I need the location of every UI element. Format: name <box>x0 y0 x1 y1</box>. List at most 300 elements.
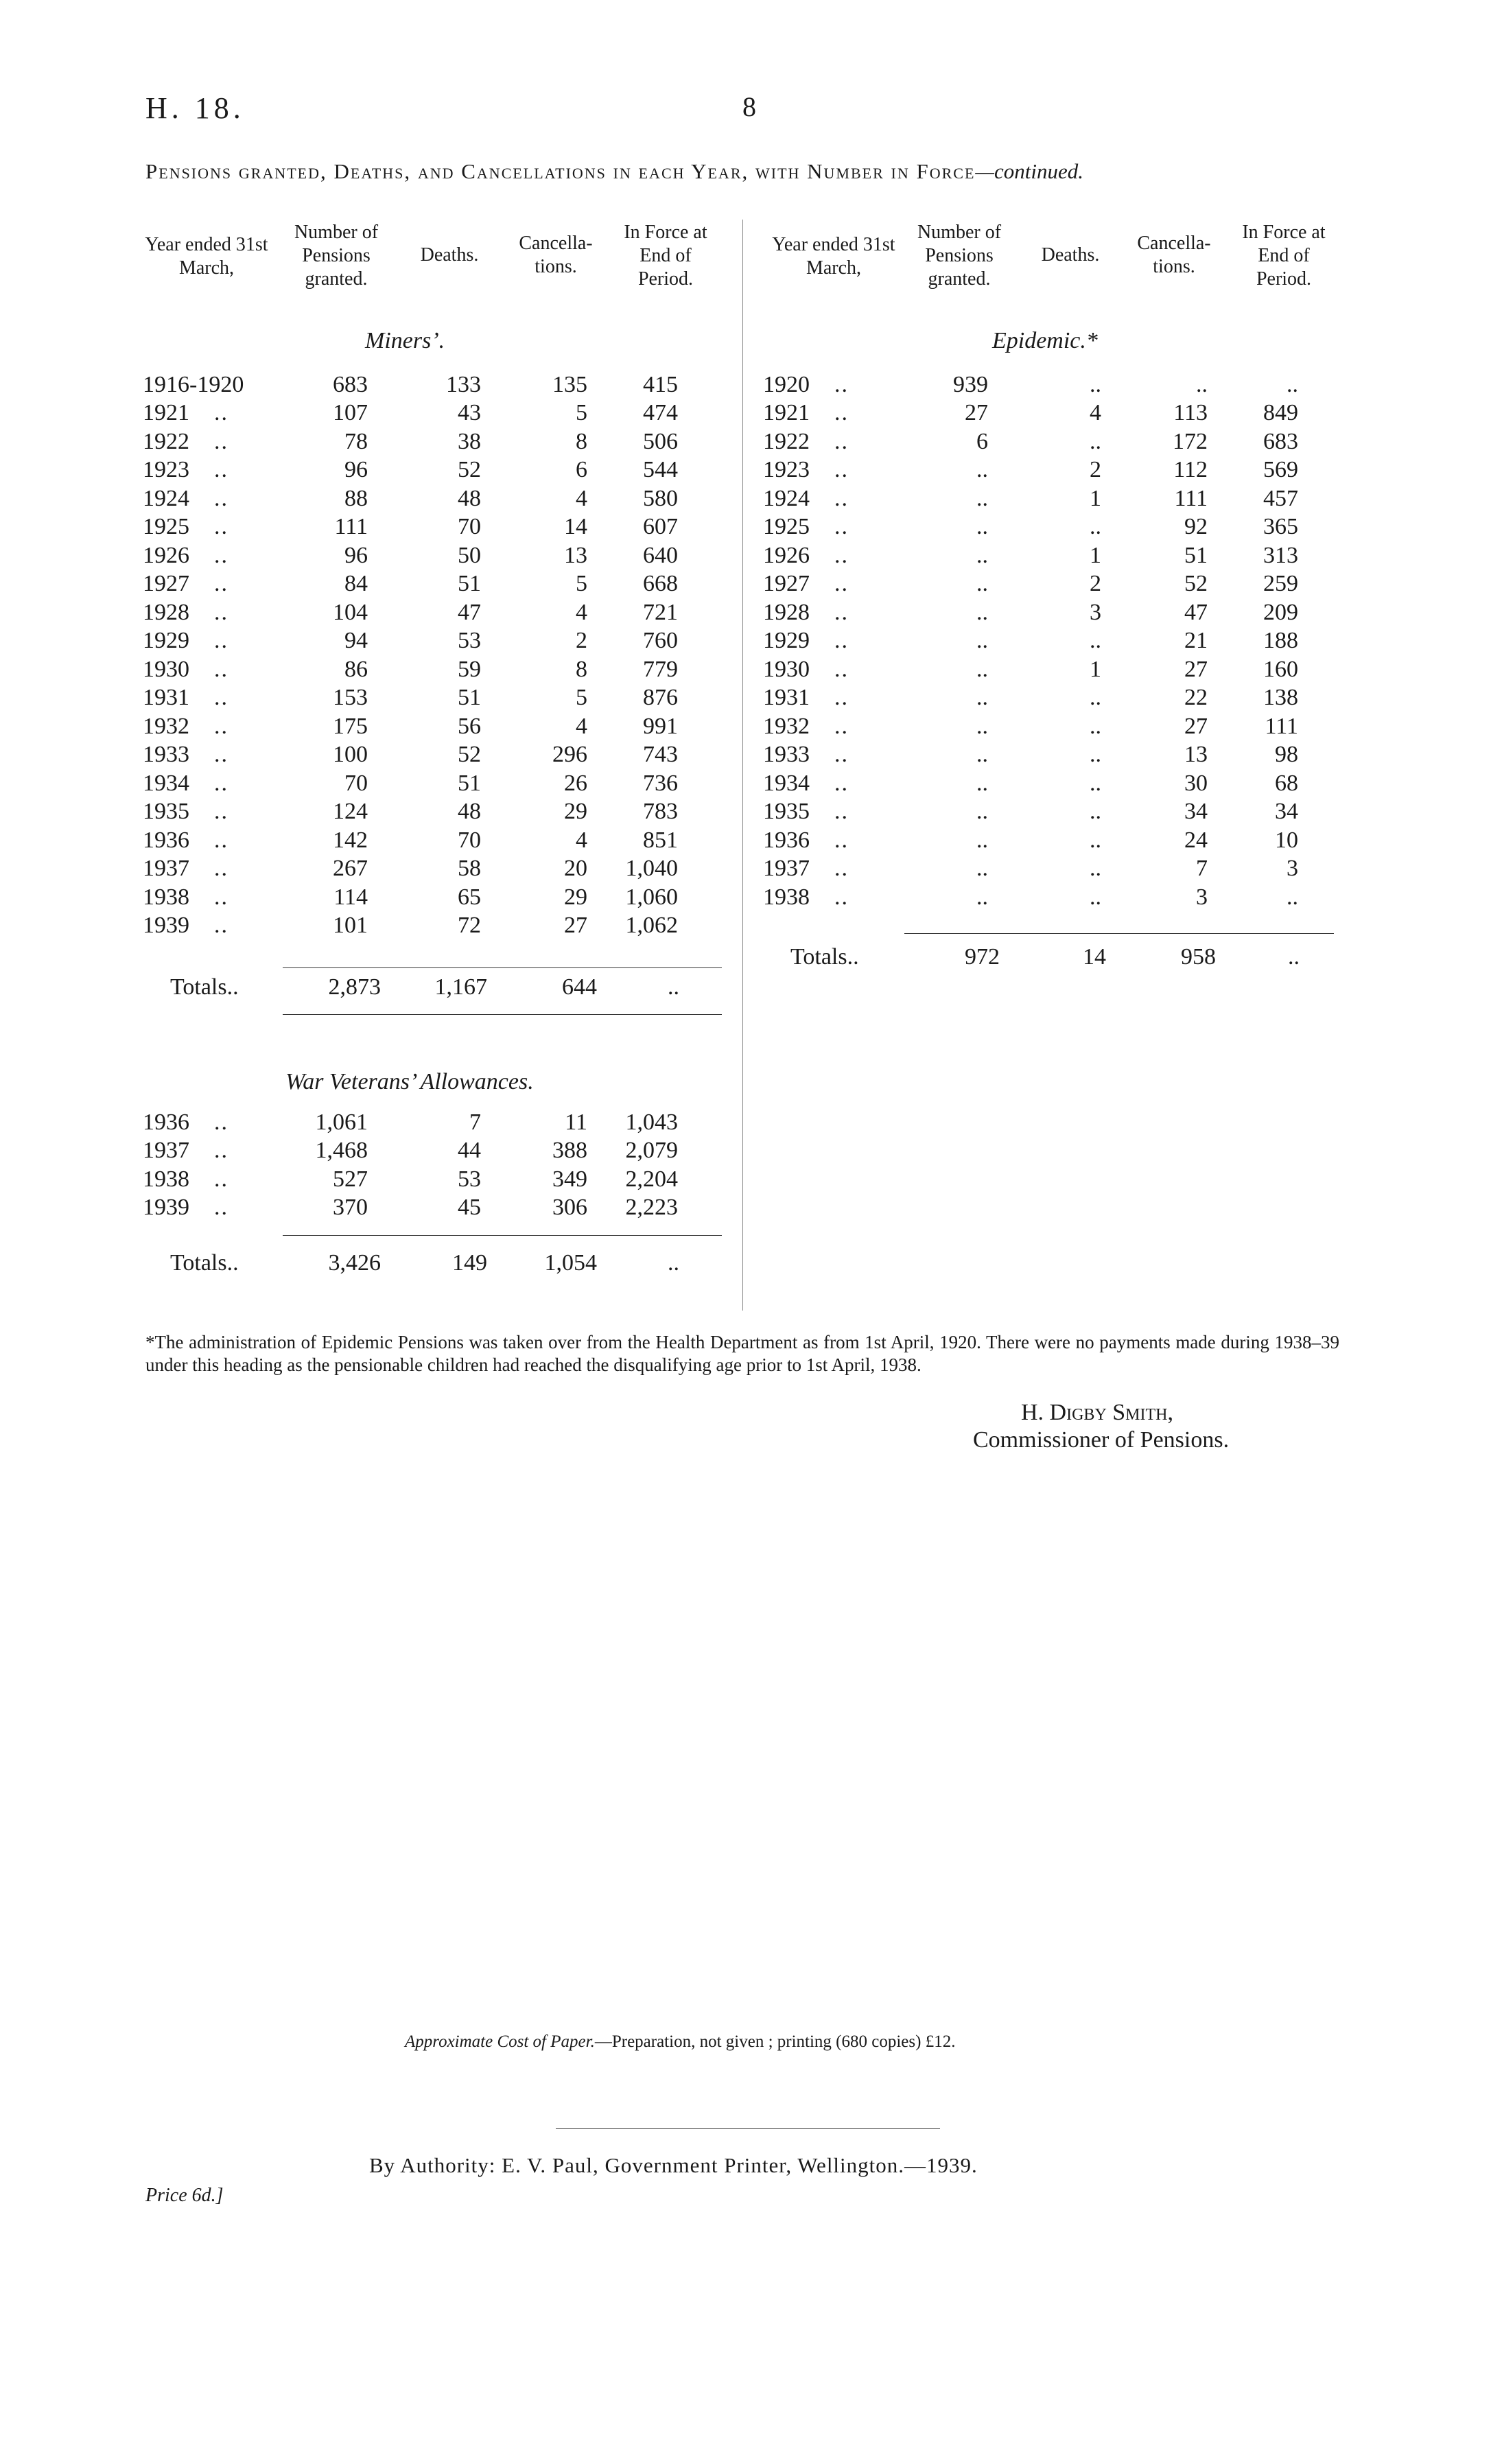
epidemic-year-cell <box>763 684 900 713</box>
epidemic-year-cell <box>763 855 900 884</box>
epidemic-year-cell <box>763 513 900 542</box>
epidemic-year-cell <box>763 484 900 513</box>
miners-row <box>143 798 726 827</box>
epidemic-year-leader: .. <box>834 799 849 825</box>
miners-in-force-cell: 851 <box>643 827 678 853</box>
epidemic-cancellations-cell: .. <box>1196 371 1208 397</box>
epidemic-year: 1923 <box>763 457 810 483</box>
miners-in-force-cell: 743 <box>643 742 678 768</box>
page-number: 8 <box>742 91 756 122</box>
miners-cancellations-cell: 135 <box>552 371 587 397</box>
epidemic-cancellations-cell: 51 <box>1184 542 1208 568</box>
epidemic-row <box>763 371 1346 399</box>
miners-year-cell <box>143 826 280 855</box>
miners-row <box>143 570 726 599</box>
epidemic-totals-deaths: 14 <box>1083 944 1106 970</box>
epidemic-year-leader: .. <box>834 827 849 853</box>
war-veterans-year: 1937 <box>143 1138 189 1164</box>
miners-year-leader: .. <box>214 685 228 711</box>
epidemic-row <box>763 684 1346 713</box>
epidemic-granted-cell: .. <box>976 628 988 654</box>
miners-year-leader: .. <box>214 713 228 739</box>
epidemic-row <box>763 541 1346 570</box>
miners-deaths-cell: 59 <box>458 656 481 682</box>
epidemic-cancellations-cell: 34 <box>1184 799 1208 825</box>
miners-year-leader: .. <box>214 742 228 768</box>
miners-totals-granted: 2,873 <box>328 974 381 1000</box>
war-veterans-in-force-cell: 1,043 <box>625 1109 678 1135</box>
war-veterans-section-title: War Veterans’ Allowances. <box>285 1069 534 1094</box>
epidemic-row <box>763 769 1346 798</box>
miners-row <box>143 399 726 428</box>
miners-deaths-cell: 58 <box>458 856 481 882</box>
miners-deaths-cell: 47 <box>458 599 481 625</box>
epidemic-row <box>763 456 1346 485</box>
epidemic-granted-cell: 6 <box>976 428 988 454</box>
miners-in-force-cell: 736 <box>643 770 678 796</box>
epidemic-in-force-cell: 569 <box>1263 457 1298 483</box>
miners-cancellations-cell: 27 <box>564 913 587 939</box>
miners-section-title: Miners’. <box>365 328 445 353</box>
miners-granted-cell: 101 <box>333 913 368 939</box>
miners-year: 1932 <box>143 713 189 739</box>
miners-cancellations-cell: 4 <box>576 485 587 511</box>
epidemic-cancellations-cell: 92 <box>1184 514 1208 540</box>
miners-year-leader: .. <box>214 400 228 426</box>
epidemic-deaths-cell: .. <box>1090 628 1101 654</box>
miners-year: 1926 <box>143 542 189 568</box>
epidemic-row <box>763 513 1346 542</box>
war-veterans-year: 1936 <box>143 1109 189 1135</box>
epidemic-year: 1924 <box>763 485 810 511</box>
miners-year: 1921 <box>143 400 189 426</box>
epidemic-deaths-cell: .. <box>1090 514 1101 540</box>
miners-deaths-cell: 50 <box>458 542 481 568</box>
miners-row <box>143 655 726 684</box>
miners-cancellations-cell: 8 <box>576 428 587 454</box>
war-veterans-deaths-cell: 44 <box>458 1138 481 1164</box>
miners-in-force-cell: 876 <box>643 685 678 711</box>
war-veterans-year-leader: .. <box>214 1109 228 1135</box>
miners-deaths-cell: 48 <box>458 485 481 511</box>
epidemic-totals-cancellations: 958 <box>1181 944 1216 970</box>
miners-year-leader: .. <box>214 827 228 853</box>
epidemic-deaths-cell: .. <box>1090 713 1101 739</box>
miners-granted-cell: 142 <box>333 827 368 853</box>
miners-row <box>143 826 726 855</box>
printer-authority: By Authority: E. V. Paul, Government Printer, Wellington.—1939. <box>369 2153 978 2177</box>
epidemic-row <box>763 570 1346 599</box>
epidemic-year-cell <box>763 570 900 599</box>
miners-cancellations-cell: 5 <box>576 400 587 426</box>
epidemic-deaths-cell: 2 <box>1090 571 1101 597</box>
miners-in-force-cell: 668 <box>643 571 678 597</box>
war-veterans-in-force-cell: 2,223 <box>625 1195 678 1221</box>
epidemic-row <box>763 798 1346 827</box>
miners-granted-cell: 124 <box>333 799 368 825</box>
epidemic-table <box>763 371 1346 912</box>
war-veterans-totals-in-force: .. <box>668 1250 679 1276</box>
miners-row <box>143 541 726 570</box>
miners-deaths-cell: 53 <box>458 628 481 654</box>
miners-deaths-cell: 70 <box>458 514 481 540</box>
miners-granted-cell: 88 <box>344 485 368 511</box>
epidemic-in-force-cell: 849 <box>1263 400 1298 426</box>
miners-deaths-cell: 65 <box>458 884 481 910</box>
miners-year-leader: .. <box>214 599 228 625</box>
war-veterans-row <box>143 1108 726 1137</box>
epidemic-year-cell <box>763 627 900 656</box>
miners-year: 1928 <box>143 599 189 625</box>
war-veterans-cancellations-cell: 388 <box>552 1138 587 1164</box>
miners-cancellations-cell: 5 <box>576 571 587 597</box>
miners-cancellations-cell: 29 <box>564 884 587 910</box>
epidemic-cancellations-cell: 52 <box>1184 571 1208 597</box>
miners-cancellations-cell: 13 <box>564 542 587 568</box>
miners-granted-cell: 107 <box>333 400 368 426</box>
miners-cancellations-cell: 29 <box>564 799 587 825</box>
epidemic-year-leader: .. <box>834 400 849 426</box>
miners-granted-cell: 96 <box>344 457 368 483</box>
epidemic-granted-cell: .. <box>976 856 988 882</box>
war-veterans-table <box>143 1108 726 1222</box>
war-veterans-year-cell <box>143 1194 280 1223</box>
epidemic-deaths-cell: .. <box>1090 371 1101 397</box>
epidemic-year-leader: .. <box>834 457 849 483</box>
miners-cancellations-cell: 26 <box>564 770 587 796</box>
epidemic-cancellations-cell: 47 <box>1184 599 1208 625</box>
war-veterans-granted-cell: 1,468 <box>315 1138 368 1164</box>
epidemic-year: 1930 <box>763 656 810 682</box>
miners-table <box>143 371 726 940</box>
miners-deaths-cell: 70 <box>458 827 481 853</box>
epidemic-year: 1933 <box>763 742 810 768</box>
miners-year: 1922 <box>143 428 189 454</box>
war-veterans-granted-cell: 370 <box>333 1195 368 1221</box>
epidemic-row <box>763 484 1346 513</box>
epidemic-granted-cell: .. <box>976 599 988 625</box>
war-veterans-totals-granted: 3,426 <box>328 1250 381 1276</box>
epidemic-cancellations-cell: 172 <box>1173 428 1208 454</box>
miners-granted-cell: 100 <box>333 742 368 768</box>
epidemic-cancellations-cell: 30 <box>1184 770 1208 796</box>
miners-granted-cell: 683 <box>333 371 368 397</box>
epidemic-year: 1931 <box>763 685 810 711</box>
miners-granted-cell: 96 <box>344 542 368 568</box>
epidemic-cancellations-cell: 27 <box>1184 656 1208 682</box>
epidemic-year-cell <box>763 712 900 741</box>
epidemic-totals-in-force: .. <box>1288 944 1300 970</box>
miners-year: 1925 <box>143 514 189 540</box>
miners-year-leader: .. <box>214 628 228 654</box>
epidemic-year: 1937 <box>763 856 810 882</box>
war-veterans-cancellations-cell: 349 <box>552 1166 587 1192</box>
miners-granted-cell: 70 <box>344 770 368 796</box>
miners-row <box>143 484 726 513</box>
miners-year: 1927 <box>143 571 189 597</box>
miners-in-force-cell: 760 <box>643 628 678 654</box>
miners-deaths-cell: 133 <box>446 371 481 397</box>
signature-title: Commissioner of Pensions. <box>973 1427 1230 1453</box>
epidemic-year: 1929 <box>763 628 810 654</box>
war-veterans-deaths-cell: 7 <box>469 1109 481 1135</box>
war-veterans-totals-rule <box>283 1235 722 1236</box>
miners-cancellations-cell: 8 <box>576 656 587 682</box>
epidemic-deaths-cell: 1 <box>1090 485 1101 511</box>
war-veterans-cancellations-cell: 306 <box>552 1195 587 1221</box>
epidemic-year: 1926 <box>763 542 810 568</box>
col-header-in-force-left: In Force at End of Period. <box>624 222 707 290</box>
miners-cancellations-cell: 4 <box>576 599 587 625</box>
war-veterans-year-cell <box>143 1108 280 1137</box>
epidemic-row <box>763 741 1346 770</box>
col-header-cancellations-right: Cancella-tions. <box>1137 233 1211 277</box>
epidemic-granted-cell: .. <box>976 542 988 568</box>
war-veterans-granted-cell: 1,061 <box>315 1109 368 1135</box>
miners-year-leader: .. <box>214 457 228 483</box>
miners-deaths-cell: 43 <box>458 400 481 426</box>
epidemic-cancellations-cell: 112 <box>1173 457 1208 483</box>
miners-year: 1935 <box>143 799 189 825</box>
miners-year-cell <box>143 371 280 399</box>
miners-row <box>143 684 726 713</box>
miners-deaths-cell: 51 <box>458 685 481 711</box>
epidemic-year-leader: .. <box>834 713 849 739</box>
miners-year-cell <box>143 427 280 456</box>
miners-cancellations-cell: 20 <box>564 856 587 882</box>
epidemic-in-force-cell: 160 <box>1263 656 1298 682</box>
epidemic-year: 1938 <box>763 884 810 910</box>
cost-label: Approximate Cost of Paper. <box>405 2032 595 2051</box>
document-reference: H. 18. <box>145 91 245 125</box>
epidemic-cancellations-cell: 27 <box>1184 713 1208 739</box>
miners-in-force-cell: 640 <box>643 542 678 568</box>
miners-year-cell <box>143 769 280 798</box>
epidemic-row <box>763 883 1346 912</box>
miners-deaths-cell: 72 <box>458 913 481 939</box>
miners-in-force-cell: 991 <box>643 713 678 739</box>
col-header-year-left: Year ended 31st March, <box>145 234 268 279</box>
epidemic-in-force-cell: 683 <box>1263 428 1298 454</box>
miners-year: 1939 <box>143 913 189 939</box>
cost-text: —Preparation, not given ; printing (680 copies) £12. <box>594 2032 956 2051</box>
miners-year: 1916-1920 <box>143 371 244 397</box>
war-veterans-totals-cancellations: 1,054 <box>544 1250 597 1276</box>
miners-year-leader: .. <box>214 428 228 454</box>
epidemic-granted-cell: 27 <box>965 400 988 426</box>
miners-year: 1936 <box>143 827 189 853</box>
miners-year-leader: .. <box>214 571 228 597</box>
miners-in-force-cell: 580 <box>643 485 678 511</box>
epidemic-granted-cell: .. <box>976 827 988 853</box>
miners-row <box>143 912 726 941</box>
col-header-granted-left: Number of Pensions granted. <box>294 222 379 290</box>
war-veterans-in-force-cell: 2,079 <box>625 1138 678 1164</box>
epidemic-deaths-cell: .. <box>1090 770 1101 796</box>
epidemic-year-cell <box>763 798 900 827</box>
miners-year-leader: .. <box>214 656 228 682</box>
epidemic-row <box>763 712 1346 741</box>
epidemic-year: 1921 <box>763 400 810 426</box>
epidemic-year-cell <box>763 769 900 798</box>
epidemic-in-force-cell: 313 <box>1263 542 1298 568</box>
epidemic-granted-cell: .. <box>976 770 988 796</box>
miners-granted-cell: 84 <box>344 571 368 597</box>
miners-year: 1931 <box>143 685 189 711</box>
epidemic-granted-cell: 939 <box>953 371 988 397</box>
miners-totals-cancellations: 644 <box>562 974 597 1000</box>
epidemic-in-force-cell: 138 <box>1263 685 1298 711</box>
miners-year: 1934 <box>143 770 189 796</box>
epidemic-granted-cell: .. <box>976 799 988 825</box>
col-header-granted-right: Number of Pensions granted. <box>917 222 1002 290</box>
war-veterans-year-leader: .. <box>214 1195 228 1221</box>
epidemic-row <box>763 655 1346 684</box>
epidemic-totals-rule <box>904 933 1334 934</box>
miners-row <box>143 598 726 627</box>
miners-in-force-cell: 415 <box>643 371 678 397</box>
miners-deaths-cell: 52 <box>458 742 481 768</box>
epidemic-year-leader: .. <box>834 742 849 768</box>
war-veterans-year-leader: .. <box>214 1138 228 1164</box>
col-header-in-force-right: In Force at End of Period. <box>1242 222 1326 290</box>
epidemic-in-force-cell: 209 <box>1263 599 1298 625</box>
epidemic-granted-cell: .. <box>976 485 988 511</box>
epidemic-in-force-cell: 68 <box>1275 770 1298 796</box>
epidemic-year-leader: .. <box>834 628 849 654</box>
epidemic-year-leader: .. <box>834 514 849 540</box>
epidemic-totals-label: Totals.. <box>790 944 859 970</box>
miners-year-cell <box>143 798 280 827</box>
epidemic-deaths-cell: 2 <box>1090 457 1101 483</box>
miners-totals-rule <box>283 967 722 968</box>
epidemic-row <box>763 826 1346 855</box>
miners-in-force-cell: 1,062 <box>625 913 678 939</box>
epidemic-year-cell <box>763 399 900 428</box>
epidemic-year-cell <box>763 541 900 570</box>
epidemic-year-leader: .. <box>834 428 849 454</box>
miners-year: 1930 <box>143 656 189 682</box>
table-title-suffix: —continued. <box>975 159 1083 183</box>
miners-granted-cell: 114 <box>333 884 368 910</box>
epidemic-year: 1928 <box>763 599 810 625</box>
epidemic-year-leader: .. <box>834 571 849 597</box>
epidemic-cancellations-cell: 111 <box>1174 485 1208 511</box>
war-veterans-row <box>143 1137 726 1166</box>
epidemic-year-cell <box>763 741 900 770</box>
war-veterans-row <box>143 1165 726 1194</box>
epidemic-cancellations-cell: 13 <box>1184 742 1208 768</box>
epidemic-granted-cell: .. <box>976 571 988 597</box>
epidemic-year-cell <box>763 655 900 684</box>
miners-row <box>143 456 726 485</box>
miners-row <box>143 371 726 399</box>
epidemic-year-cell <box>763 883 900 912</box>
epidemic-in-force-cell: .. <box>1287 371 1298 397</box>
epidemic-year-cell <box>763 371 900 399</box>
miners-in-force-cell: 1,040 <box>625 856 678 882</box>
col-header-deaths-right: Deaths. <box>1041 244 1100 266</box>
miners-year-cell <box>143 655 280 684</box>
epidemic-row <box>763 598 1346 627</box>
miners-in-force-cell: 721 <box>643 599 678 625</box>
epidemic-deaths-cell: .. <box>1090 856 1101 882</box>
miners-deaths-cell: 52 <box>458 457 481 483</box>
epidemic-in-force-cell: 3 <box>1287 856 1298 882</box>
epidemic-cancellations-cell: 24 <box>1184 827 1208 853</box>
epidemic-year-leader: .. <box>834 485 849 511</box>
war-veterans-year-cell <box>143 1165 280 1194</box>
miners-year: 1938 <box>143 884 189 910</box>
epidemic-cancellations-cell: 21 <box>1184 628 1208 654</box>
miners-year-leader: .. <box>214 913 228 939</box>
miners-in-force-cell: 607 <box>643 514 678 540</box>
epidemic-granted-cell: .. <box>976 457 988 483</box>
epidemic-granted-cell: .. <box>976 713 988 739</box>
miners-year-leader: .. <box>214 770 228 796</box>
miners-granted-cell: 267 <box>333 856 368 882</box>
epidemic-cancellations-cell: 22 <box>1184 685 1208 711</box>
miners-year-cell <box>143 627 280 656</box>
miners-year: 1933 <box>143 742 189 768</box>
signature-name: H. Digby Smith, <box>1021 1400 1174 1425</box>
epidemic-in-force-cell: 259 <box>1263 571 1298 597</box>
miners-year: 1923 <box>143 457 189 483</box>
miners-year-leader: .. <box>214 799 228 825</box>
epidemic-in-force-cell: 98 <box>1275 742 1298 768</box>
war-veterans-year: 1939 <box>143 1195 189 1221</box>
miners-year-cell <box>143 684 280 713</box>
epidemic-cancellations-cell: 3 <box>1196 884 1208 910</box>
epidemic-in-force-cell: 188 <box>1263 628 1298 654</box>
epidemic-deaths-cell: .. <box>1090 827 1101 853</box>
miners-year-cell <box>143 513 280 542</box>
epidemic-year-cell <box>763 427 900 456</box>
col-header-cancellations-left: Cancella-tions. <box>519 233 593 277</box>
war-veterans-cancellations-cell: 11 <box>565 1109 587 1135</box>
epidemic-deaths-cell: 4 <box>1090 400 1101 426</box>
miners-year-cell <box>143 912 280 941</box>
miners-granted-cell: 94 <box>344 628 368 654</box>
miners-row <box>143 769 726 798</box>
epidemic-in-force-cell: 10 <box>1275 827 1298 853</box>
epidemic-year: 1920 <box>763 371 810 397</box>
miners-deaths-cell: 51 <box>458 770 481 796</box>
war-veterans-in-force-cell: 2,204 <box>625 1166 678 1192</box>
epidemic-deaths-cell: 3 <box>1090 599 1101 625</box>
miners-year-leader: .. <box>214 884 228 910</box>
center-divider <box>742 220 743 1311</box>
war-veterans-year: 1938 <box>143 1166 189 1192</box>
epidemic-deaths-cell: 1 <box>1090 656 1101 682</box>
miners-row <box>143 513 726 542</box>
miners-year-cell <box>143 456 280 485</box>
miners-cancellations-cell: 5 <box>576 685 587 711</box>
war-veterans-year-leader: .. <box>214 1166 228 1192</box>
epidemic-year: 1932 <box>763 713 810 739</box>
miners-year-leader: .. <box>214 856 228 882</box>
epidemic-granted-cell: .. <box>976 656 988 682</box>
miners-year-leader: .. <box>214 514 228 540</box>
miners-deaths-cell: 56 <box>458 713 481 739</box>
war-veterans-row <box>143 1194 726 1223</box>
miners-year-cell <box>143 741 280 770</box>
epidemic-year: 1935 <box>763 799 810 825</box>
authority-rule <box>556 2128 940 2129</box>
epidemic-totals-granted: 972 <box>965 944 1000 970</box>
epidemic-in-force-cell: 111 <box>1265 713 1298 739</box>
table-title <box>145 159 1083 184</box>
